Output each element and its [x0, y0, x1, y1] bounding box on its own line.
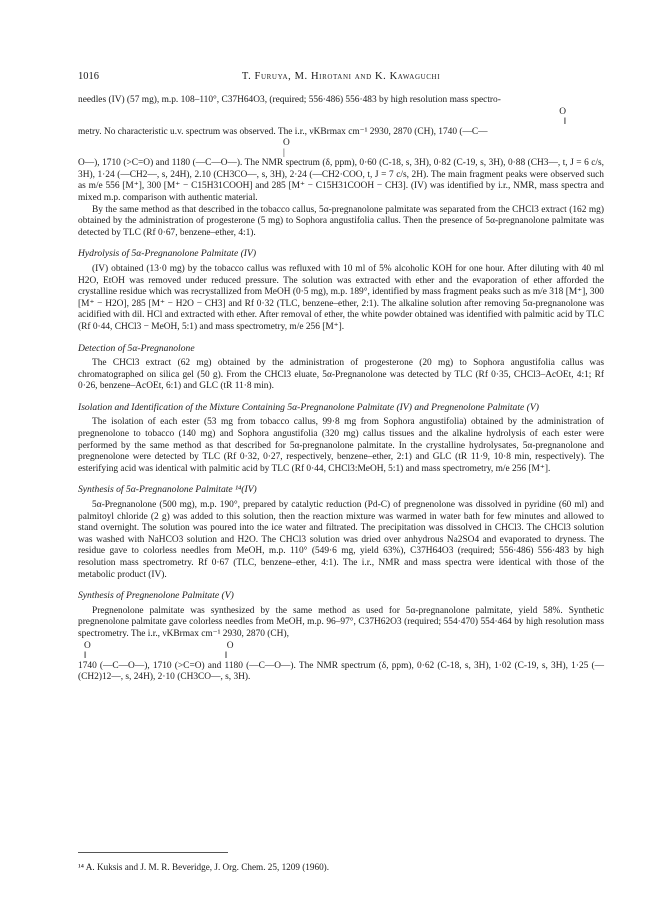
carbonyl-structure: O ‖ — [559, 106, 566, 127]
section-heading: Synthesis of Pregnenolone Palmitate (V) — [78, 590, 234, 602]
paragraph: O—), 1710 (>C=O) and 1180 (—C—O—). The NMR spectrum (δ, ppm), 0·60 (C-18, s, 3H), 0·82 (C-19, s, 3H), 0·88 (CH3—, t, J = 6 c/s, 3H), 1·24 (—CH2—, s, 24H), 2.10 (CH3CO—, s, 3H), 2·24 (—CH2·COO, t, J = 7 c/s, 2H). The main fragment peaks were observed such as m/e 556 [M⁺], 300 [M⁺ − C15H31COOH] and 285 [M⁺ − C15H31COOH − CH3]. (IV) was identified by i.r., NMR, mass spectra and mixed m.p. comparison with authentic material. — [78, 158, 604, 203]
carbonyl-structure: O O ‖ ‖ — [84, 640, 234, 661]
footnote-rule — [78, 852, 228, 853]
paragraph: (IV) obtained (13·0 mg) by the tobacco callus was refluxed with 10 ml of 5% alcoholic KOH for one hour. After diluting with 40 ml H2O, EtOH was removed under reduced pressure. The solution was extracted with ether and the evaporation of ether afforded the crystalline residue which was recrystallized from MeOH (0·5 mg), m.p. 189°, identified by mass fragment peaks such as m/e 318 [M⁺], 300 [M⁺ − H2O], 285 [M⁺ − H2O − CH3] and Rf 0·32 (TLC, benzene–ether, 2:1). The alkaline solution after removing 5α-pregnanolone was acidified with dil. HCl and extracted with ether. After removal of ether, the white powder obtained was identified with palmitic acid by TLC (Rf 0·44, CHCl3 − MeOH, 5:1) and mass spectrometry, m/e 256 [M⁺]. — [78, 263, 604, 332]
section-heading: Hydrolysis of 5α-Pregnanolone Palmitate (IV) — [78, 248, 257, 260]
running-header — [78, 71, 604, 87]
paragraph: By the same method as that described in the tobacco callus, 5α-pregnanolone palmitate was separated from the CHCl3 extract (162 mg) obtained by the administration of progesterone (5 mg) to Sophora angustifolia callus. Then the presence of 5α-pregnanolone palmitate was detected by TLC (Rf 0·67, benzene–ether, 4:1). — [78, 204, 604, 238]
footnote: ¹⁴ A. Kuksis and J. M. R. Beveridge, J. Org. Chem. 25, 1209 (1960). — [78, 862, 330, 872]
section-heading: Isolation and Identification of the Mixture Containing 5α-Pregnanolone Palmitate (IV) and Pregnenolone Palmitate (V) — [78, 401, 539, 413]
article-body — [78, 95, 604, 684]
paragraph: The CHCl3 extract (62 mg) obtained by the administration of progesterone (20 mg) to Sophora angustifolia callus was chromatographed on silica gel (50 g). From the CHCl3 eluate, 5α-Pregnanolone was detected by TLC (Rf 0·35, CHCl3–AcOEt, 4:1; Rf 0·26, benzene–AcOEt, 6:1) and GLC (tR 11·8 min). — [78, 358, 604, 392]
paragraph: 5α-Pregnanolone (500 mg), m.p. 190°, prepared by catalytic reduction (Pd-C) of pregnenolone was dissolved in pyridine (60 ml) and palmitoyl chloride (2 g) was added to this solution, then the reaction mixture was warmed in water bath for few minutes and allowed to stand overnight. The solution was poured into the ice water and filtrated. The precipitation was dissolved in CHCl3. The CHCl3 solution was washed with NaHCO3 solution and H2O. The CHCl3 solution was dried over anhydrous Na2SO4 and evaporated to dryness. The residue gave to colorless needles from MeOH, m.p. 110° (549·6 mg, yield 63%), C37H64O3 (required; 556·486) 556·483 by high resolution mass spectrometry. Rf 0·67 (TLC, benzene–ether, 4:1). The i.r., NMR and mass spectra were identical with those of the metabolic product (IV). — [78, 500, 604, 580]
paragraph: The isolation of each ester (53 mg from tobacco callus, 99·8 mg from Sophora angustifolia) obtained by the administration of pregnenolone to tobacco (140 mg) and Sophora angustifolia (320 mg) callus tissues and the alkaline hydrolysis of each ester were performed by the same method as that described for 5α-pregnanolone palmitate. In the crystalline hydrolysates, 5α-pregnanolone and pregnenolone were detected by TLC (Rf 0·32, 0·27, respectively, benzene–ether, 2:1) and GLC (tR 11·9, 10·8 min, respectively). The esterifying acid was identical with palmitic acid by TLC (Rf 0·44, CHCl3:MeOH, 5:1) and mass spectrometry, m/e 256 [M⁺]. — [78, 417, 604, 474]
page-number: 1016 — [78, 71, 99, 82]
running-authors: T. Furuya, M. Hirotani and K. Kawaguchi — [241, 71, 441, 82]
carbonyl-structure: O | — [283, 138, 290, 159]
section-heading: Detection of 5α-Pregnanolone — [78, 342, 195, 354]
paragraph: 1740 (—C—O—), 1710 (>C=O) and 1180 (—C—O—). The NMR spectrum (δ, ppm), 0·62 (C-18, s, 3H), 1·02 (C-19, s, 3H), 1·25 (—(CH2)12—, s, 24H), 2·10 (CH3CO—, s, 3H). — [78, 660, 604, 683]
section-heading: Synthesis of 5α-Pregnanolone Palmitate ¹⁴(IV) — [78, 484, 257, 496]
paragraph: Pregnenolone palmitate was synthesized by the same method as used for 5α-pregnanolone palmitate, yield 58%. Synthetic pregnenolone palmitate gave colorless needles from MeOH, m.p. 96–97°, C37H62O3 (required; 554·470) 554·464 by high resolution mass spectrometry. The i.r., νKBrmax cm⁻¹ 2930, 2870 (CH), — [78, 605, 604, 639]
paragraph: needles (IV) (57 mg), m.p. 108–110°, C37H64O3, (required; 556·486) 556·483 by high resolution mass spectro- — [78, 95, 501, 105]
paragraph: metry. No characteristic u.v. spectrum was observed. The i.r., νKBrmax cm⁻¹ 2930, 2870 (CH), 1740 (—C— — [78, 126, 488, 137]
